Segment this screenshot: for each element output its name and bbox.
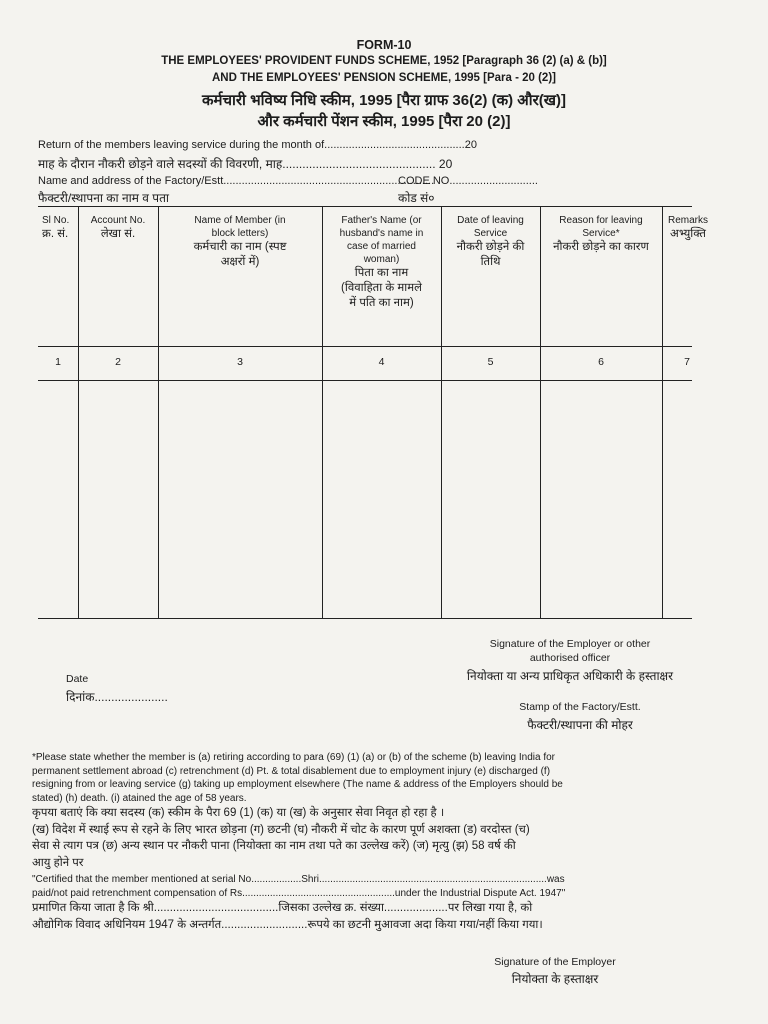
col-num-1: 1 <box>55 356 61 368</box>
members-table <box>38 206 708 620</box>
footnote-hi-line-2: (ख) विदेश में स्थाई रूप से रहने के लिए भारत छोड़ना (ग) छटनी (घ) नौकरी में चोट के कारण पूर्ण अशक्ता (ड) वरदोस्त (च) <box>32 823 530 836</box>
footnote-en-line-3: resigning from or leaving service (g) taking up employment elsewhere (The name & address of the Employers should be <box>32 779 563 790</box>
employer-signature-hi: नियोक्ता या अन्य प्राधिकृत अधिकारी के हस्ताक्षर <box>466 669 674 683</box>
footnote-en-line-2: permanent settlement abroad (c) retrenchment (d) Pt. & total disablement due to employment injury (e) discharged (f) <box>32 765 551 777</box>
scheme-title-hi-2: और कर्मचारी पेंशन स्कीम, 1995 [पैरा 20 (2)] <box>257 113 511 130</box>
certification-hi-line-1: प्रमाणित किया जाता है कि श्री.......................................जिसका उल्लेख क्र. संख्या....................पर लिखा गया है, को <box>32 902 533 914</box>
footnote-hi-line-1: कृपया बताएं कि क्या सदस्य (क) स्कीम के पैरा 69 (1) (क) या (ख) के अनुसार सेवा निवृत हो रहा है । <box>32 807 445 819</box>
scheme-title-en-2: AND THE EMPLOYEES' PENSION SCHEME, 1995 [Para - 20 (2)] <box>212 72 556 84</box>
footnote-en-line-1: *Please state whether the member is (a) retiring according to para (69) (1) (a) or (b) of the scheme (b) leaving India for <box>32 752 556 763</box>
stamp-label-hi: फैक्टरी/स्थापना की मोहर <box>527 718 633 732</box>
date-label-en: Date <box>66 673 89 685</box>
return-month-hi: माह के दौरान नौकरी छोड़ने वाले सदस्यों की विवरणी, माह.............................................. 20 <box>38 157 453 171</box>
employer-signature-en-2: authorised officer <box>529 652 611 664</box>
final-signature-hi: नियोक्ता के हस्ताक्षर <box>511 972 599 986</box>
footnote-hi-line-4: आयु होने पर <box>32 856 84 869</box>
col-header-remarks: Remarks अभ्युक्ति <box>667 215 708 240</box>
code-no-en: CODE NO............................. <box>398 175 538 187</box>
table-bottom-rule <box>38 618 692 619</box>
scheme-title-hi-1: कर्मचारी भविष्य निधि स्कीम, 1995 [पैरा ग्राफ 36(2) (क) और(ख)] <box>202 92 566 109</box>
col-header-account: Account No. लेखा सं. <box>90 215 146 240</box>
stamp-label-en: Stamp of the Factory/Estt. <box>519 701 641 713</box>
certification-hi-line-2: औद्योगिक विवाद अधिनियम 1947 के अन्तर्गत...........................रूपये का छटनी मुआवजा अदा किया गया/नहीं किया गया। <box>32 918 543 931</box>
certification-en-line-1: "Certified that the member mentioned at serial No..................Shri..................................................................................was <box>32 874 565 885</box>
col-header-member-name: Name of Member (in block letters) कर्मचारी का नाम (स्पष्ट अक्षरों में) <box>193 215 287 268</box>
col-num-2: 2 <box>115 356 121 368</box>
col-num-4: 4 <box>378 356 385 368</box>
factory-name-en: Name and address of the Factory/Estt..................................................................... <box>38 175 435 187</box>
date-label-hi: दिनांक...................... <box>66 690 168 704</box>
col-header-father-name: Father's Name (or husband's name in case of married woman) पिता का नाम (विवाहिता के मामले में पति का नाम) <box>339 215 424 309</box>
form-number: FORM-10 <box>356 38 412 52</box>
code-no-hi: कोड सं० <box>398 191 435 205</box>
certification-en-line-2: paid/not paid retrenchment compensation of Rs.......................................................under the Industrial Dispute Act. 1947" <box>32 887 566 899</box>
footnote-en-line-4: stated) (h) death. (i) atained the age of 58 years. <box>32 792 247 804</box>
col-num-7: 7 <box>684 356 690 368</box>
footnote-block <box>32 751 692 933</box>
header-rule <box>38 346 692 347</box>
col-header-reason: Reason for leaving Service* नौकरी छोड़ने का कारण <box>553 215 649 253</box>
col-num-3: 3 <box>237 356 243 368</box>
col-header-sl: Sl No. क्र. सं. <box>42 215 70 240</box>
number-row-rule <box>38 380 692 381</box>
factory-name-hi: फैक्टरी/स्थापना का नाम व पता <box>38 191 170 205</box>
col-num-5: 5 <box>487 356 494 368</box>
return-month-en: Return of the members leaving service during the month of..............................................20 <box>38 139 477 151</box>
final-signature-en: Signature of the Employer <box>494 956 616 968</box>
col-header-date-leaving: Date of leaving Service नौकरी छोड़ने की तिथि <box>456 215 525 268</box>
scheme-title-en-1: THE EMPLOYEES' PROVIDENT FUNDS SCHEME, 1952 [Paragraph 36 (2) (a) & (b)] <box>161 55 607 67</box>
col-num-6: 6 <box>598 356 604 368</box>
employer-signature-en: Signature of the Employer or other <box>489 638 651 650</box>
footnote-hi-line-3: सेवा से त्याग पत्र (छ) अन्य स्थान पर नौकरी पाना (नियोक्ता का नाम तथा पते का उल्लेख करें) (ज) मृत्यु (झ) 58 वर्ष की <box>32 840 516 852</box>
